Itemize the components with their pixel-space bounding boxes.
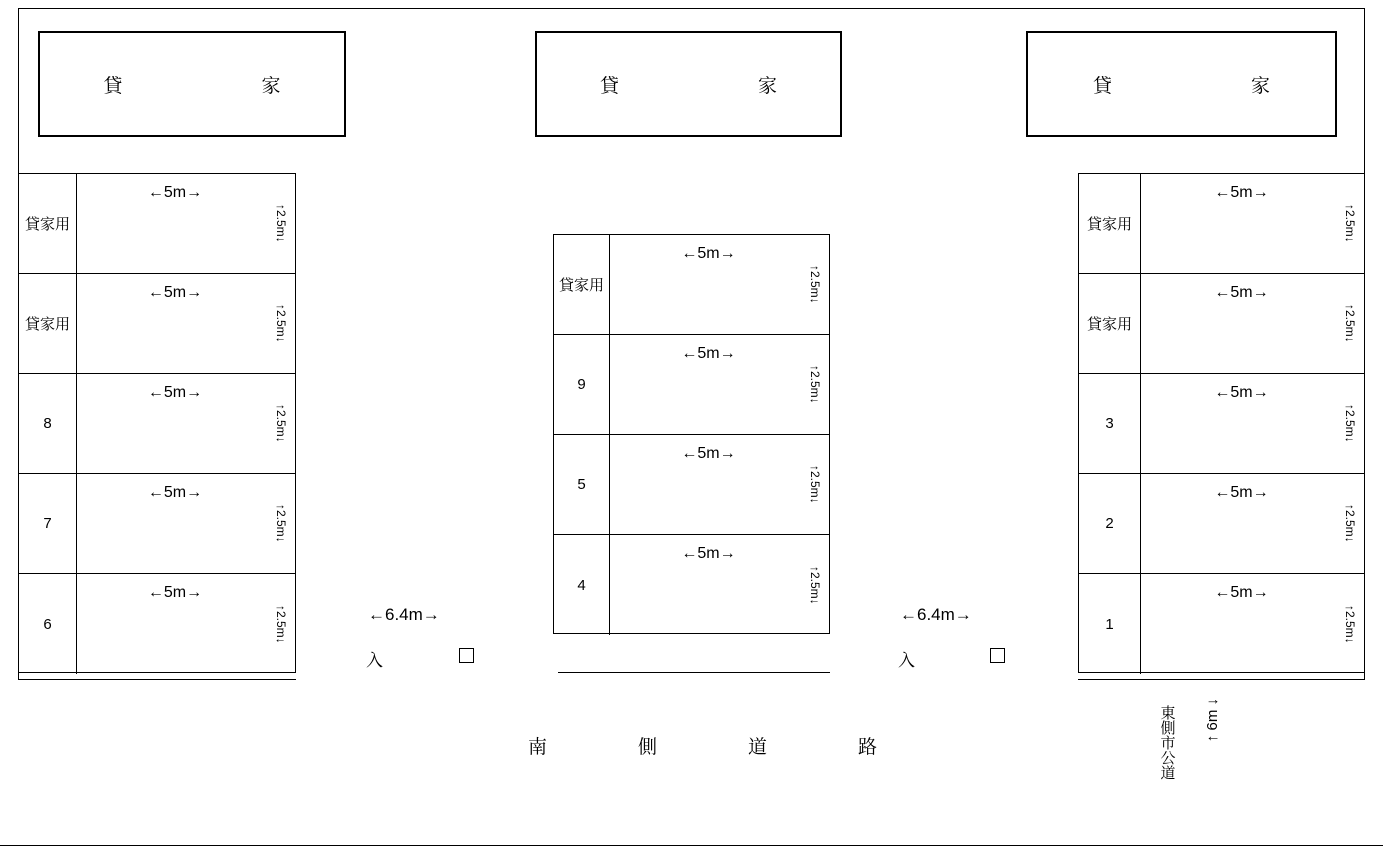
stall-id: 7 [19,474,77,573]
stall-id: 貸家用 [19,274,77,373]
frame-line-bottom-right [1078,679,1365,680]
south-road-label: 南 側 道 路 [528,737,914,758]
stall-depth-label: ↑2.5m↓ [808,265,822,304]
stall-id: 3 [1079,374,1141,473]
stall-cell [610,335,829,434]
stall-depth-label: ↑2.5m↓ [808,565,822,605]
stall-id: 貸家用 [554,235,610,334]
house-box-center [535,31,842,137]
table-row [1079,274,1364,374]
stall-depth-label: ↑2.5m↓ [1343,304,1357,343]
stall-id: 4 [554,535,610,635]
house-box-left [38,31,346,137]
stall-cell [1141,574,1364,674]
frame-line-top [18,8,1365,9]
entrance-label-right: 入 [898,651,915,670]
stall-id: 5 [554,435,610,534]
stall-id: 2 [1079,474,1141,573]
stall-width-label: ←5m→ [147,484,203,501]
stall-depth-label: ↑2.5m↓ [1343,204,1357,243]
table-row [554,435,829,535]
table-row [19,274,295,374]
stall-cell [610,435,829,534]
stall-depth-label: ↑2.5m↓ [274,504,288,543]
table-row [19,574,295,674]
table-row [1079,174,1364,274]
stall-cell [1141,474,1364,573]
frame-line-bottom-left [18,679,296,680]
entrance-marker-left [459,648,474,663]
page-bottom-rule [0,845,1383,846]
stall-width-label: ←5m→ [1214,584,1269,601]
stall-id: 貸家用 [1079,174,1141,273]
parking-block-center [553,234,830,634]
table-row [554,535,829,635]
stall-cell [77,574,295,674]
stall-cell [77,274,295,373]
table-row [19,374,295,474]
center-road-line [558,672,830,673]
table-row [554,235,829,335]
stall-depth-label: ↑2.5m↓ [274,204,288,243]
stall-width-label: ←5m→ [1214,384,1269,401]
east-road-width-label: ↑ 6m ↓ [1204,698,1221,743]
stall-depth-label: ↑2.5m↓ [274,304,288,343]
entrance-width-label-left: ←6.4m→ [368,605,440,624]
house-box-right [1026,31,1337,137]
stall-width-label: ←5m→ [1214,484,1269,501]
stall-width-label: ←5m→ [147,584,203,601]
stall-width-label: ←5m→ [147,384,203,401]
stall-width-label: ←5m→ [681,245,736,262]
stall-id: 1 [1079,574,1141,674]
house-label: 貸 家 [1092,75,1330,97]
house-label: 貸 家 [103,75,341,97]
stall-width-label: ←5m→ [147,284,203,301]
stall-id: 貸家用 [1079,274,1141,373]
stall-depth-label: ↑2.5m↓ [1343,404,1357,443]
house-label: 貸 家 [599,75,837,97]
entrance-marker-right [990,648,1005,663]
table-row [1079,474,1364,574]
stall-id: 貸家用 [19,174,77,273]
east-public-road-label: 東側市公道 [1158,705,1176,780]
stall-width-label: ←5m→ [681,445,736,462]
stall-cell [77,174,295,273]
stall-id: 9 [554,335,610,434]
table-row [1079,574,1364,674]
stall-depth-label: ↑2.5m↓ [274,604,288,644]
stall-cell [77,474,295,573]
table-row [1079,374,1364,474]
stall-cell [610,535,829,635]
stall-depth-label: ↑2.5m↓ [274,404,288,443]
stall-cell [610,235,829,334]
parking-block-left [18,173,296,673]
stall-depth-label: ↑2.5m↓ [1343,604,1357,644]
stall-width-label: ←5m→ [1214,284,1269,301]
stall-id: 8 [19,374,77,473]
stall-width-label: ←5m→ [681,545,736,562]
stall-depth-label: ↑2.5m↓ [808,365,822,404]
stall-depth-label: ↑2.5m↓ [808,465,822,504]
table-row [19,174,295,274]
parking-block-right [1078,173,1365,673]
stall-depth-label: ↑2.5m↓ [1343,504,1357,543]
entrance-width-label-right: ←6.4m→ [900,605,972,624]
stall-width-label: ←5m→ [681,345,736,362]
stall-cell [77,374,295,473]
stall-cell [1141,374,1364,473]
table-row [19,474,295,574]
stall-cell [1141,274,1364,373]
stall-width-label: ←5m→ [147,184,203,201]
entrance-label-left: 入 [366,651,383,670]
table-row [554,335,829,435]
stall-cell [1141,174,1364,273]
stall-width-label: ←5m→ [1214,184,1269,201]
stall-id: 6 [19,574,77,674]
